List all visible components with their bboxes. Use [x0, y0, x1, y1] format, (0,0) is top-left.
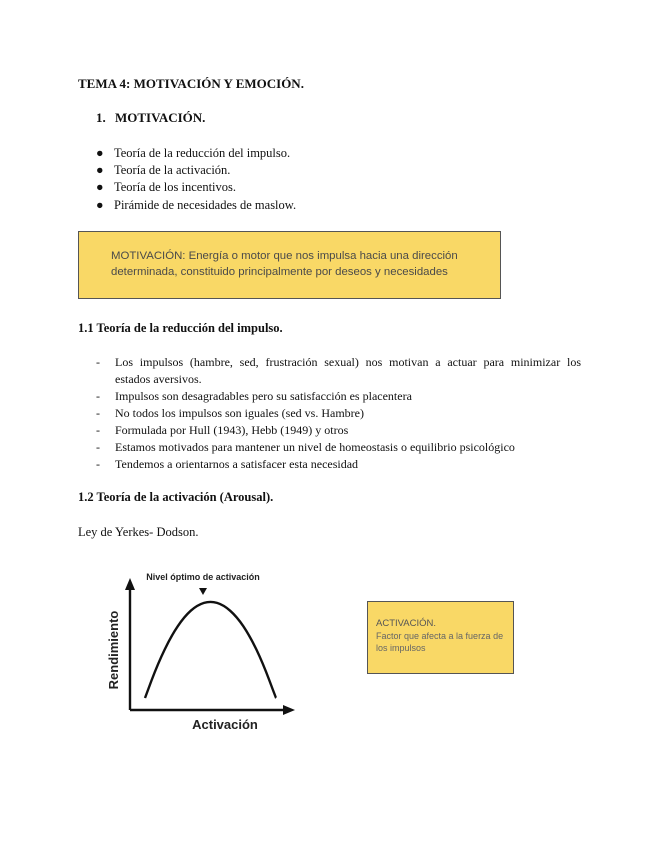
activation-label: ACTIVACIÓN.: [376, 618, 436, 629]
section-number: 1.: [96, 110, 106, 125]
activation-description: Factor que afecta a la fuerza de los impulsos: [376, 631, 504, 653]
y-axis-label: Rendimiento: [106, 610, 121, 690]
bullet-icon: ●: [96, 163, 104, 178]
yerkes-dodson-law: Ley de Yerkes- Dodson.: [78, 525, 199, 539]
list-item: ● Teoría de la activación.: [96, 162, 296, 179]
motivation-definition-text: MOTIVACIÓN: Energía o motor que nos impulsa hacia una dirección determinada, constituido principalmente por deseos y necesidades: [111, 250, 458, 278]
list-item: ● Pirámide de necesidades de maslow.: [96, 197, 296, 214]
subsection-heading-1-1: 1.1 Teoría de la reducción del impulso.: [78, 321, 283, 335]
list-item: - Impulsos son desagradables pero su satisfacción es placentera: [96, 389, 412, 403]
bullet-icon: ●: [96, 180, 104, 195]
impulse-theory-list: [96, 354, 581, 473]
list-item: - Los impulsos (hambre, sed, frustración sexual) nos motivan a actuar para minimizar los: [96, 355, 581, 369]
bullet-icon: ●: [96, 146, 104, 160]
bullet-icon: ●: [96, 197, 104, 212]
motivation-definition-box: [78, 231, 501, 299]
dash-marker: -: [96, 423, 100, 437]
dash-marker: -: [96, 440, 100, 454]
y-axis-arrow: [125, 578, 135, 590]
page-title: TEMA 4: MOTIVACIÓN Y EMOCIÓN.: [78, 76, 304, 91]
list-item: - No todos los impulsos son iguales (sed vs. Hambre): [96, 406, 364, 420]
list-item: ● Teoría de la reducción del impulso.: [96, 145, 296, 162]
dash-marker: -: [96, 355, 100, 369]
yerkes-dodson-chart: [100, 568, 300, 738]
list-item-continuation: estados aversivos.: [115, 372, 202, 386]
optimum-marker-arrow: [199, 588, 207, 595]
activation-definition-box: [367, 601, 514, 674]
x-axis-label: Activación: [192, 717, 258, 732]
list-item: ● Teoría de los incentivos.: [96, 179, 296, 196]
dash-marker: -: [96, 457, 100, 471]
subsection-heading-1-2: 1.2 Teoría de la activación (Arousal).: [78, 490, 274, 504]
chart-title: Nivel óptimo de activación: [146, 572, 260, 582]
list-item: - Formulada por Hull (1943), Hebb (1949) y otros: [96, 423, 349, 437]
performance-curve: [145, 602, 276, 698]
dash-marker: -: [96, 389, 100, 403]
section-title: MOTIVACIÓN.: [115, 110, 206, 125]
theories-list: [96, 145, 296, 214]
section-heading-motivacion: [96, 110, 205, 126]
list-item: - Estamos motivados para mantener un nivel de homeostasis o equilibrio psicológico: [96, 440, 515, 454]
dash-marker: -: [96, 406, 100, 420]
list-item: - Tendemos a orientarnos a satisfacer esta necesidad: [96, 457, 359, 471]
x-axis-arrow: [283, 705, 295, 715]
